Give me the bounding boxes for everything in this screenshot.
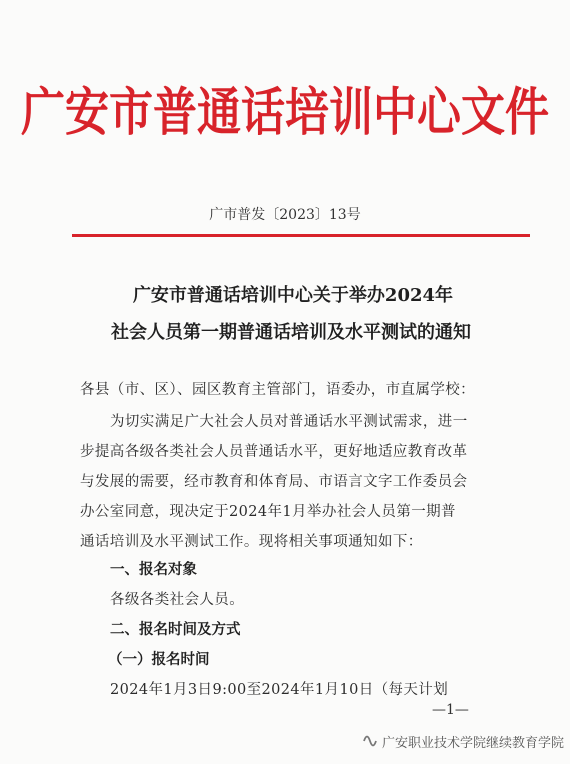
subsection-heading: （一）报名时间 [108, 652, 210, 668]
document-number: 广市普发〔2023〕13号 [209, 207, 361, 223]
section-text: 各级各类社会人员。 [110, 592, 245, 608]
paragraph-line: 办公室同意，现决定于2024年1月举办社会人员第一期普 [80, 504, 456, 520]
section-text: 2024年1月3日9:00至2024年1月10日（每天计划 [110, 682, 449, 698]
notice-title-line-1: 广安市普通话培训中心关于举办2024年 [132, 285, 454, 306]
salutation: 各县（市、区）、园区教育主管部门，语委办，市直属学校： [80, 382, 476, 398]
page-number: —1— [432, 702, 469, 718]
document-header-title: 广安市普通话培训中心文件 [21, 82, 549, 144]
red-divider-line [72, 234, 530, 237]
notice-title-line-2: 社会人员第一期普通话培训及水平测试的通知 [111, 322, 471, 343]
section-heading: 一、报名对象 [110, 562, 197, 578]
paragraph-line: 与发展的需要，经市教育和体育局、市语言文字工作委员会 [80, 474, 468, 490]
account-watermark [362, 730, 564, 752]
wechat-channel-icon [362, 733, 378, 749]
paragraph-line: 步提高各级各类社会人员普通话水平，更好地适应教育改革 [80, 444, 468, 460]
section-heading: 二、报名时间及方式 [110, 622, 241, 638]
paragraph-line: 通话培训及水平测试工作。现将相关事项通知如下： [80, 534, 423, 550]
paragraph-line: 为切实满足广大社会人员对普通话水平测试需求，进一 [110, 414, 468, 430]
watermark-text: 广安职业技术学院继续教育学院 [381, 735, 564, 751]
